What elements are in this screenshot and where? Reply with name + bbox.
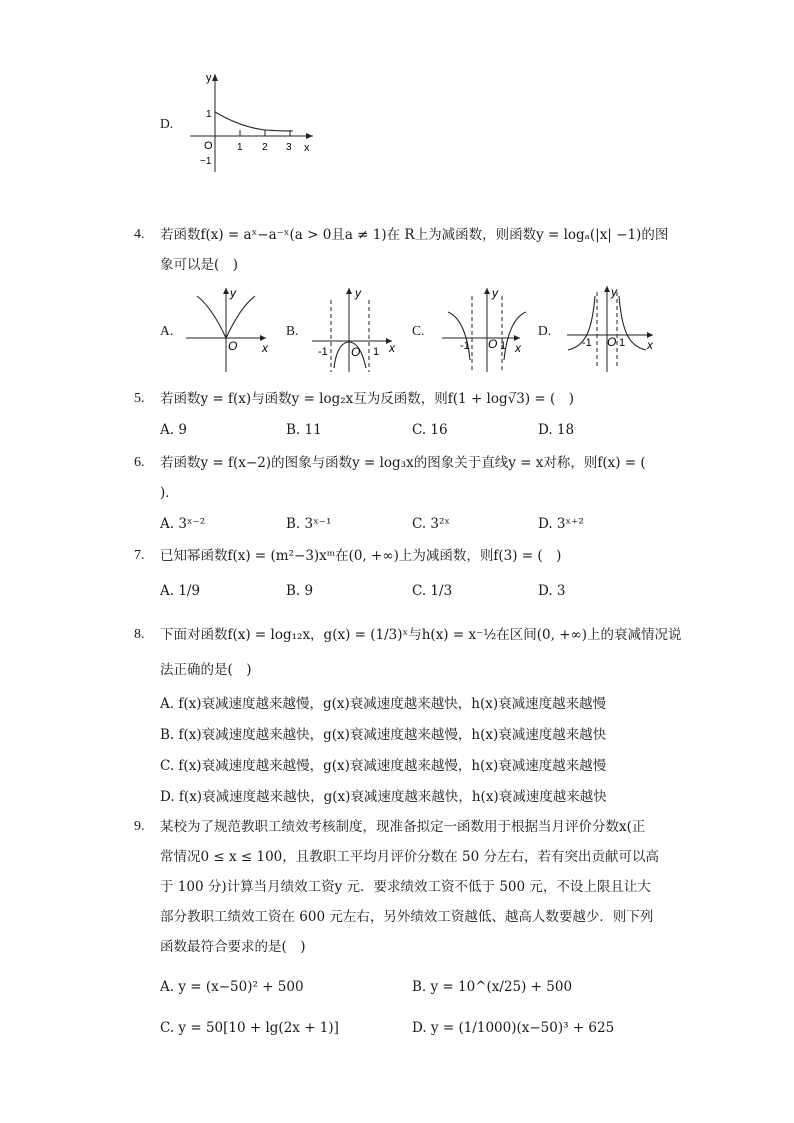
q4-option-a-label: A. [160, 323, 174, 338]
q5-option-b: B. 11 [286, 422, 322, 438]
q9-option-d: D. y = (1/1000)(x−50)³ + 625 [412, 1020, 615, 1036]
graph-d-y-label: y [206, 72, 212, 84]
svg-text:1: 1 [500, 340, 507, 352]
q9-option-b: B. y = 10^(x/25) + 500 [412, 979, 573, 995]
svg-text:-1: -1 [460, 340, 470, 352]
q9-option-a: A. y = (x−50)² + 500 [160, 979, 304, 995]
q7-option-c: C. 1/3 [412, 583, 453, 599]
q6-stem-line2: )． [160, 485, 179, 501]
svg-text:O: O [351, 345, 361, 359]
q8-number: 8. [134, 627, 145, 642]
q4-option-b-label: B. [286, 323, 299, 338]
q4-number: 4. [134, 227, 145, 242]
q7-option-d: D. 3 [538, 583, 566, 599]
q5-number: 5. [134, 391, 145, 406]
graph-d-tick-1: 1 [237, 142, 243, 153]
q4-graph-c [442, 286, 526, 372]
graph-d-ytick-m1: −1 [200, 156, 212, 167]
svg-text:x: x [389, 341, 395, 355]
q6-option-d: D. 3ˣ⁺² [538, 516, 584, 532]
q8-option-b: B. f(x)衰减速度越来越快，g(x)衰减速度越来越慢，h(x)衰减速度越来越快 [160, 727, 607, 743]
q7-option-b: B. 9 [286, 583, 314, 599]
q4-option-c-label: C. [412, 323, 425, 338]
q9-number: 9. [134, 819, 145, 834]
svg-text:1: 1 [373, 346, 380, 358]
q9-option-c: C. y = 50[10 + lg(2x + 1)] [160, 1020, 339, 1036]
graph-d-tick-3: 3 [286, 142, 292, 153]
q9-stem-line5: 函数最符合要求的是( ) [160, 939, 306, 955]
graph-d-label: D. [160, 116, 174, 131]
q8-stem-line2: 法正确的是( ) [160, 662, 252, 678]
q7-option-a: A. 1/9 [160, 583, 201, 599]
graph-d-x-label: x [304, 142, 310, 154]
q9-stem-line4: 部分教职工绩效工资在 600 元左右，另外绩效工资越低、越高人数要越少．则下列 [160, 909, 654, 925]
svg-text:-1: -1 [318, 346, 328, 358]
svg-text:y: y [492, 286, 498, 300]
q9-stem-line3: 于 100 分)计算当月绩效工资y 元．要求绩效工资不低于 500 元，不设上限且让大 [160, 879, 651, 895]
svg-text:x: x [262, 341, 268, 355]
svg-text:-1: -1 [582, 337, 592, 349]
q4-graph-b [312, 286, 396, 372]
svg-text:y: y [355, 286, 361, 300]
q8-option-d: D. f(x)衰减速度越来越快，g(x)衰减速度越来越快，h(x)衰减速度越来越快 [160, 789, 607, 805]
q4-graph-a [186, 286, 269, 372]
graph-d-tick-2: 2 [262, 142, 268, 153]
q4-graphs [0, 0, 794, 400]
q5-option-c: C. 16 [412, 422, 448, 438]
q5-option-a: A. 9 [160, 422, 187, 438]
q9-stem-line1: 某校为了规范教职工绩效考核制度，现准备拟定一函数用于根据当月评价分数x(正 [160, 819, 646, 835]
svg-text:x: x [515, 341, 521, 355]
q6-option-b: B. 3ˣ⁻¹ [286, 516, 332, 532]
q4-graph-d [567, 285, 654, 372]
q8-option-a: A. f(x)衰减速度越来越慢，g(x)衰减速度越来越快，h(x)衰减速度越来越慢 [160, 696, 607, 712]
svg-text:O: O [607, 335, 617, 349]
q6-option-a: A. 3ˣ⁻² [160, 516, 206, 532]
svg-text:O: O [228, 339, 238, 353]
q4-option-d-label: D. [538, 323, 552, 338]
q8-stem-line1: 下面对函数f(x) = log₁₂x，g(x) = (1/3)ˣ与h(x) = x⁻½在区间(0, +∞)上的衰减情况说 [160, 627, 682, 643]
q7-stem: 已知幂函数f(x) = (m²−3)xᵐ在(0, +∞)上为减函数，则f(3) = ( ) [160, 548, 562, 564]
svg-text:x: x [647, 338, 653, 352]
svg-text:O: O [488, 337, 498, 351]
graph-d-origin: O [204, 140, 213, 152]
q8-option-c: C. f(x)衰减速度越来越慢，g(x)衰减速度越来越慢，h(x)衰减速度越来越慢 [160, 758, 607, 774]
q9-stem-line2: 常情况0 ≤ x ≤ 100，且教职工平均月评价分数在 50 分左右，若有突出贡献可以高 [160, 849, 660, 865]
q4-stem-line1: 若函数f(x) = aˣ−a⁻ˣ(a > 0且a ≠ 1)在 R上为减函数，则函数y = logₐ(|x| −1)的图 [160, 227, 669, 243]
svg-text:y: y [611, 285, 617, 299]
svg-text:1: 1 [619, 337, 626, 349]
q5-stem: 若函数y = f(x)与函数y = log₂x互为反函数，则f(1 + log√̅3) = ( ) [160, 391, 575, 407]
q6-number: 6. [134, 455, 145, 470]
q6-stem-line1: 若函数y = f(x−2)的图象与函数y = log₃x的图象关于直线y = x对称，则f(x) = ( [160, 455, 646, 471]
q4-stem-line2: 象可以是( ) [160, 257, 239, 273]
graph-d-ytick-1: 1 [206, 109, 212, 120]
svg-text:y: y [230, 286, 236, 300]
q5-option-d: D. 18 [538, 422, 575, 438]
q6-option-c: C. 3²ˣ [412, 516, 451, 532]
q7-number: 7. [134, 548, 145, 563]
